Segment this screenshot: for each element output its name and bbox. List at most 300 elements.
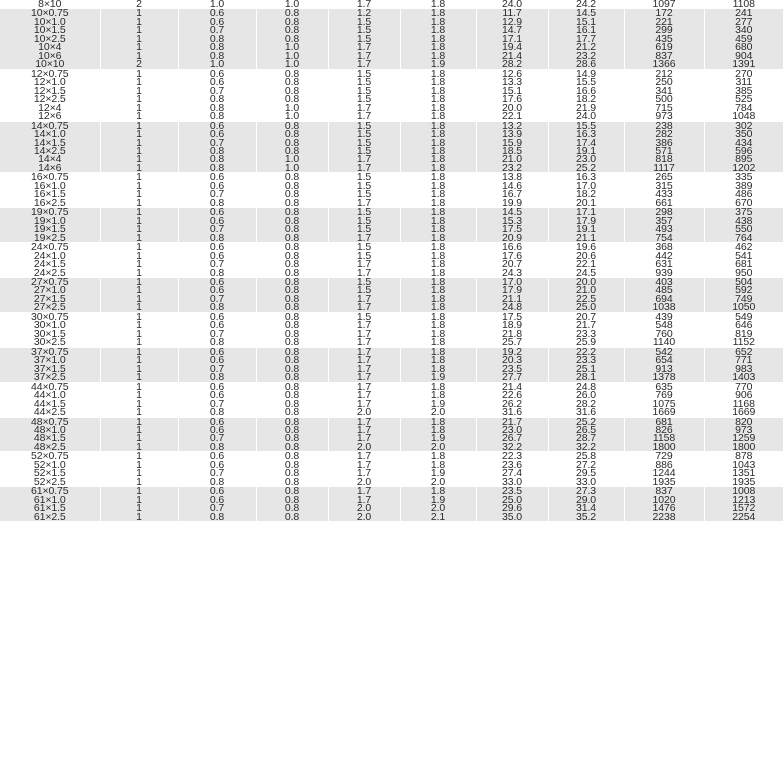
table-cell: 1.8 xyxy=(400,112,476,121)
table-cell: 0.8 xyxy=(178,35,256,43)
table-cell: 0.6 xyxy=(178,312,256,321)
table-cell: 37×2.5 xyxy=(0,373,100,382)
table-cell: 1.8 xyxy=(400,417,476,426)
table-cell: 61×2.5 xyxy=(0,513,100,521)
table-cell: 1935 xyxy=(704,478,783,487)
table-cell: 37×1.0 xyxy=(0,356,100,364)
table-cell: 1.8 xyxy=(400,69,476,78)
table-cell: 0.8 xyxy=(256,504,328,512)
table-cell: 44×2.5 xyxy=(33,408,66,417)
table-cell: 16.3 xyxy=(548,130,624,138)
table-cell: 1.5 xyxy=(328,26,400,34)
table-cell: 282 xyxy=(624,130,704,138)
table-cell: 0.8 xyxy=(256,243,328,252)
table-cell: 0.8 xyxy=(256,338,328,347)
table-row xyxy=(0,182,783,190)
table-cell: 1 xyxy=(100,443,178,452)
table-row xyxy=(0,426,783,434)
table-cell: 1 xyxy=(100,417,178,426)
table-cell: 0.8 xyxy=(178,443,256,452)
table-cell: 1 xyxy=(100,164,178,173)
table-cell: 16.7 xyxy=(476,190,548,198)
table-cell: 19.1 xyxy=(548,147,624,155)
table-cell: 818 xyxy=(624,155,704,163)
table-cell: 0.8 xyxy=(178,112,256,121)
table-cell: 0.7 xyxy=(178,225,256,233)
table-cell: 1048 xyxy=(704,112,783,121)
table-cell: 0.8 xyxy=(256,95,328,103)
table-cell: 25.9 xyxy=(548,338,624,347)
table-cell: 1 xyxy=(100,513,178,521)
table-cell: 1.8 xyxy=(400,87,476,95)
table-cell: 24×1.0 xyxy=(33,251,66,261)
table-cell: 1043 xyxy=(704,461,783,469)
table-cell: 12×1.5 xyxy=(33,86,66,96)
table-cell: 30×2.5 xyxy=(33,338,66,348)
table-row xyxy=(0,173,783,182)
table-cell: 17.6 xyxy=(476,95,548,103)
table-cell: 1.8 xyxy=(400,243,476,252)
table-cell: 33.0 xyxy=(476,478,548,487)
table-cell: 1 xyxy=(100,18,178,26)
table-row xyxy=(0,35,783,43)
table-cell: 1.8 xyxy=(400,295,476,303)
table-cell: 1.8 xyxy=(400,461,476,469)
table-cell: 14×0.75 xyxy=(0,121,100,130)
table-cell: 1.7 xyxy=(328,391,400,399)
table-cell: 0.8 xyxy=(256,18,328,26)
table-cell: 1 xyxy=(100,452,178,461)
table-row xyxy=(0,208,783,217)
table-cell: 680 xyxy=(704,43,783,51)
table-cell: 0.6 xyxy=(178,321,256,329)
table-cell: 12.9 xyxy=(476,18,548,26)
table-cell: 25.0 xyxy=(548,303,624,312)
table-cell: 11.7 xyxy=(476,9,548,18)
table-cell: 24×0.75 xyxy=(30,242,69,252)
table-cell: 18.2 xyxy=(548,95,624,103)
table-cell: 434 xyxy=(704,139,783,147)
table-cell: 21.8 xyxy=(476,330,548,338)
table-cell: 769 xyxy=(624,391,704,399)
table-row xyxy=(0,504,783,512)
table-cell: 1 xyxy=(100,391,178,399)
table-cell: 619 xyxy=(624,43,704,51)
table-row xyxy=(0,104,783,112)
table-cell: 1.8 xyxy=(400,121,476,130)
table-cell: 1.0 xyxy=(256,0,328,9)
table-row xyxy=(0,478,783,487)
table-cell: 2.1 xyxy=(400,513,476,521)
table-cell: 1 xyxy=(100,243,178,252)
table-cell: 335 xyxy=(704,173,783,182)
table-cell: 0.8 xyxy=(178,478,256,487)
table-cell: 52×2.5 xyxy=(33,477,66,487)
table-cell: 1800 xyxy=(704,443,783,452)
table-cell: 646 xyxy=(704,321,783,329)
table-cell: 14×1.5 xyxy=(0,139,100,147)
table-cell: 2.0 xyxy=(328,408,400,417)
table-cell: 0.8 xyxy=(256,408,328,417)
table-cell: 19.6 xyxy=(548,243,624,252)
table-cell: 459 xyxy=(704,35,783,43)
table-cell: 19.1 xyxy=(548,225,624,233)
table-cell: 1 xyxy=(100,225,178,233)
table-cell: 1.8 xyxy=(400,104,476,112)
table-row xyxy=(0,95,783,103)
table-cell: 1 xyxy=(100,461,178,469)
table-cell: 764 xyxy=(704,234,783,243)
table-row xyxy=(0,0,783,9)
table-cell: 913 xyxy=(624,365,704,373)
table-cell: 1117 xyxy=(624,164,704,173)
table-cell: 0.8 xyxy=(256,400,328,408)
table-cell: 1.8 xyxy=(400,190,476,198)
table-cell: 1.8 xyxy=(400,330,476,338)
table-cell: 2238 xyxy=(624,513,704,521)
table-cell: 1.7 xyxy=(328,260,400,268)
table-cell: 1.2 xyxy=(328,9,400,18)
table-cell: 1.8 xyxy=(400,164,476,173)
table-cell: 10×1.0 xyxy=(0,18,100,26)
table-row xyxy=(0,469,783,477)
table-cell: 12×2.5 xyxy=(33,95,66,104)
table-cell: 0.7 xyxy=(178,469,256,477)
table-cell: 48×1.5 xyxy=(0,434,100,442)
table-row xyxy=(0,408,783,417)
table-cell: 493 xyxy=(624,225,704,233)
table-row xyxy=(0,443,783,452)
table-cell: 904 xyxy=(704,52,783,60)
table-cell: 16.3 xyxy=(548,173,624,182)
table-cell: 1 xyxy=(100,286,178,294)
table-cell: 2.0 xyxy=(400,504,476,512)
table-cell: 19×1.5 xyxy=(0,225,100,233)
table-cell: 1.7 xyxy=(328,155,400,163)
table-cell: 0.6 xyxy=(178,9,256,18)
table-cell: 16.1 xyxy=(548,26,624,34)
table-cell: 340 xyxy=(704,26,783,34)
table-cell: 265 xyxy=(624,173,704,182)
table-cell: 1.5 xyxy=(328,139,400,147)
table-cell: 541 xyxy=(704,252,783,260)
table-cell: 1075 xyxy=(624,400,704,408)
table-row xyxy=(0,252,783,260)
table-cell: 22.6 xyxy=(476,391,548,399)
table-cell: 0.6 xyxy=(178,208,256,217)
table-cell: 0.6 xyxy=(178,243,256,252)
table-cell: 16.6 xyxy=(548,87,624,95)
table-cell: 29.0 xyxy=(548,496,624,504)
table-cell: 14×4 xyxy=(0,155,100,163)
table-cell: 1.8 xyxy=(400,26,476,34)
table-cell: 30×0.75 xyxy=(30,312,69,322)
table-cell: 0.8 xyxy=(256,260,328,268)
table-cell: 1.8 xyxy=(400,0,476,9)
table-cell: 1.7 xyxy=(328,60,400,69)
table-cell: 1 xyxy=(100,321,178,329)
table-cell: 14.5 xyxy=(548,9,624,18)
table-cell: 0.8 xyxy=(178,269,256,278)
table-cell: 26.7 xyxy=(476,434,548,442)
table-cell: 23.2 xyxy=(476,164,548,173)
table-cell: 0.7 xyxy=(178,330,256,338)
table-cell: 1.7 xyxy=(328,199,400,208)
table-cell: 1.5 xyxy=(328,130,400,138)
table-cell: 32.2 xyxy=(476,443,548,452)
table-cell: 18.2 xyxy=(548,190,624,198)
table-cell: 357 xyxy=(624,217,704,225)
table-cell: 1.5 xyxy=(328,286,400,294)
table-cell: 0.8 xyxy=(256,217,328,225)
table-cell: 1168 xyxy=(704,400,783,408)
table-cell: 654 xyxy=(624,356,704,364)
table-cell: 35.0 xyxy=(476,513,548,521)
table-cell: 61×1.5 xyxy=(0,504,100,512)
table-cell: 10×10 xyxy=(0,60,100,69)
table-cell: 16×1.5 xyxy=(33,190,66,199)
table-cell: 1 xyxy=(100,190,178,198)
table-cell: 31.6 xyxy=(476,408,548,417)
table-cell: 17.5 xyxy=(476,312,548,321)
table-cell: 0.8 xyxy=(256,426,328,434)
table-cell: 0.8 xyxy=(256,234,328,243)
table-cell: 1669 xyxy=(704,408,783,417)
table-row xyxy=(0,312,783,321)
table-cell: 17.5 xyxy=(476,225,548,233)
table-cell: 1.8 xyxy=(400,365,476,373)
table-cell: 1.5 xyxy=(328,312,400,321)
table-cell: 52×0.75 xyxy=(30,451,69,461)
table-cell: 1.5 xyxy=(328,243,400,252)
table-cell: 983 xyxy=(704,365,783,373)
table-cell: 31.4 xyxy=(548,504,624,512)
table-cell: 1.9 xyxy=(400,434,476,442)
table-cell: 1.5 xyxy=(328,190,400,198)
table-cell: 0.7 xyxy=(178,434,256,442)
table-cell: 0.7 xyxy=(178,139,256,147)
table-cell: 1403 xyxy=(704,373,783,382)
table-cell: 12×4 xyxy=(38,103,62,113)
table-cell: 1.8 xyxy=(400,139,476,147)
table-row xyxy=(0,164,783,173)
table-row xyxy=(0,513,783,521)
table-cell: 1202 xyxy=(704,164,783,173)
table-cell: 19.2 xyxy=(476,347,548,356)
table-cell: 1 xyxy=(100,400,178,408)
table-cell: 820 xyxy=(704,417,783,426)
table-cell: 368 xyxy=(624,243,704,252)
table-cell: 14×1.0 xyxy=(0,130,100,138)
table-cell: 0.6 xyxy=(178,382,256,391)
table-cell: 0.6 xyxy=(178,461,256,469)
table-cell: 1.5 xyxy=(328,35,400,43)
table-cell: 1.0 xyxy=(256,52,328,60)
table-cell: 28.1 xyxy=(548,373,624,382)
table-cell: 1.7 xyxy=(328,426,400,434)
table-cell: 0.7 xyxy=(178,504,256,512)
table-cell: 0.8 xyxy=(178,234,256,243)
table-cell: 12×0.75 xyxy=(30,69,69,79)
table-cell: 24.8 xyxy=(548,382,624,391)
table-cell: 0.6 xyxy=(178,347,256,356)
table-cell: 635 xyxy=(624,382,704,391)
table-cell: 27×1.0 xyxy=(0,286,100,294)
table-cell: 238 xyxy=(624,121,704,130)
table-cell: 681 xyxy=(624,417,704,426)
table-cell: 0.8 xyxy=(178,155,256,163)
table-row xyxy=(0,9,783,18)
table-cell: 0.6 xyxy=(178,487,256,496)
table-cell: 212 xyxy=(624,69,704,78)
table-cell: 1.7 xyxy=(328,164,400,173)
table-cell: 878 xyxy=(704,452,783,461)
table-cell: 17.1 xyxy=(476,35,548,43)
table-cell: 10×6 xyxy=(0,52,100,60)
table-cell: 0.7 xyxy=(178,87,256,95)
table-cell: 1366 xyxy=(624,60,704,69)
table-cell: 0.8 xyxy=(256,469,328,477)
table-cell: 311 xyxy=(704,78,783,86)
table-cell: 1.9 xyxy=(400,496,476,504)
table-cell: 596 xyxy=(704,147,783,155)
table-cell: 26.2 xyxy=(476,400,548,408)
table-cell: 0.8 xyxy=(256,356,328,364)
table-cell: 1.5 xyxy=(328,147,400,155)
table-cell: 0.8 xyxy=(256,35,328,43)
table-cell: 1.0 xyxy=(178,0,256,9)
table-cell: 0.8 xyxy=(256,130,328,138)
table-cell: 1.0 xyxy=(256,104,328,112)
table-cell: 0.8 xyxy=(256,147,328,155)
table-cell: 22.1 xyxy=(476,112,548,121)
table-cell: 2.0 xyxy=(400,408,476,417)
table-cell: 442 xyxy=(624,252,704,260)
table-cell: 27×1.5 xyxy=(0,295,100,303)
table-cell: 1.9 xyxy=(400,373,476,382)
table-row xyxy=(0,147,783,155)
table-cell: 592 xyxy=(704,286,783,294)
table-cell: 2.0 xyxy=(400,443,476,452)
table-cell: 1 xyxy=(100,312,178,321)
table-cell: 0.8 xyxy=(256,269,328,278)
table-row xyxy=(0,321,783,329)
table-cell: 895 xyxy=(704,155,783,163)
table-cell: 0.8 xyxy=(178,95,256,103)
table-row xyxy=(0,365,783,373)
table-cell: 1 xyxy=(100,330,178,338)
table-cell: 770 xyxy=(704,382,783,391)
table-cell: 385 xyxy=(704,87,783,95)
table-cell: 1.0 xyxy=(178,60,256,69)
table-cell: 886 xyxy=(624,461,704,469)
table-cell: 24.0 xyxy=(548,112,624,121)
table-cell: 30×1.0 xyxy=(33,321,66,330)
table-cell: 8×10 xyxy=(38,0,62,9)
table-cell: 0.8 xyxy=(256,87,328,95)
table-cell: 0.8 xyxy=(256,330,328,338)
table-cell: 1 xyxy=(100,130,178,138)
table-cell: 0.7 xyxy=(178,295,256,303)
table-cell: 24.3 xyxy=(476,269,548,278)
table-cell: 14.9 xyxy=(548,69,624,78)
table-cell: 17.0 xyxy=(548,182,624,190)
table-cell: 18.9 xyxy=(476,321,548,329)
table-cell: 1.8 xyxy=(400,260,476,268)
table-cell: 2254 xyxy=(704,513,783,521)
table-row xyxy=(0,190,783,198)
table-cell: 23.3 xyxy=(548,330,624,338)
table-cell: 548 xyxy=(624,321,704,329)
table-cell: 17.9 xyxy=(548,217,624,225)
table-cell: 1 xyxy=(100,278,178,287)
table-cell: 37×1.5 xyxy=(0,365,100,373)
table-cell: 1 xyxy=(100,303,178,312)
table-cell: 17.7 xyxy=(548,35,624,43)
table-cell: 1351 xyxy=(704,469,783,477)
table-cell: 1.5 xyxy=(328,225,400,233)
table-cell: 23.0 xyxy=(548,155,624,163)
table-cell: 1.0 xyxy=(256,43,328,51)
table-cell: 0.8 xyxy=(256,303,328,312)
table-cell: 1.8 xyxy=(400,217,476,225)
table-cell: 1.5 xyxy=(328,87,400,95)
table-cell: 21.1 xyxy=(476,295,548,303)
table-cell: 15.5 xyxy=(548,121,624,130)
table-cell: 48×2.5 xyxy=(0,443,100,452)
table-row xyxy=(0,496,783,504)
table-cell: 1 xyxy=(100,365,178,373)
table-cell: 28.2 xyxy=(548,400,624,408)
table-cell: 22.1 xyxy=(548,260,624,268)
table-cell: 1.8 xyxy=(400,35,476,43)
table-cell: 1.0 xyxy=(256,164,328,173)
table-cell: 10×0.75 xyxy=(0,9,100,18)
table-cell: 0.8 xyxy=(256,286,328,294)
table-cell: 26.0 xyxy=(548,391,624,399)
table-cell: 1 xyxy=(100,87,178,95)
table-cell: 20.0 xyxy=(548,278,624,287)
table-cell: 15.3 xyxy=(476,217,548,225)
table-cell: 61×0.75 xyxy=(0,487,100,496)
table-row xyxy=(0,417,783,426)
table-cell: 270 xyxy=(704,69,783,78)
table-cell: 1.8 xyxy=(400,225,476,233)
table-cell: 1.7 xyxy=(328,321,400,329)
table-row xyxy=(0,286,783,294)
table-row xyxy=(0,347,783,356)
table-cell: 439 xyxy=(624,312,704,321)
table-cell: 341 xyxy=(624,87,704,95)
table-cell: 1.8 xyxy=(400,9,476,18)
table-cell: 19×0.75 xyxy=(0,208,100,217)
table-cell: 52×1.0 xyxy=(33,460,66,470)
table-cell: 0.8 xyxy=(256,26,328,34)
table-cell: 670 xyxy=(704,199,783,208)
table-row xyxy=(0,434,783,442)
table-cell: 25.8 xyxy=(548,452,624,461)
table-cell: 298 xyxy=(624,208,704,217)
table-cell: 486 xyxy=(704,190,783,198)
table-cell: 24×1.5 xyxy=(33,260,66,269)
table-cell: 1.8 xyxy=(400,199,476,208)
table-cell: 13.9 xyxy=(476,130,548,138)
table-cell: 21.4 xyxy=(476,52,548,60)
table-cell: 1 xyxy=(100,208,178,217)
table-cell: 1 xyxy=(100,95,178,103)
table-cell: 1 xyxy=(100,252,178,260)
table-cell: 0.6 xyxy=(178,130,256,138)
